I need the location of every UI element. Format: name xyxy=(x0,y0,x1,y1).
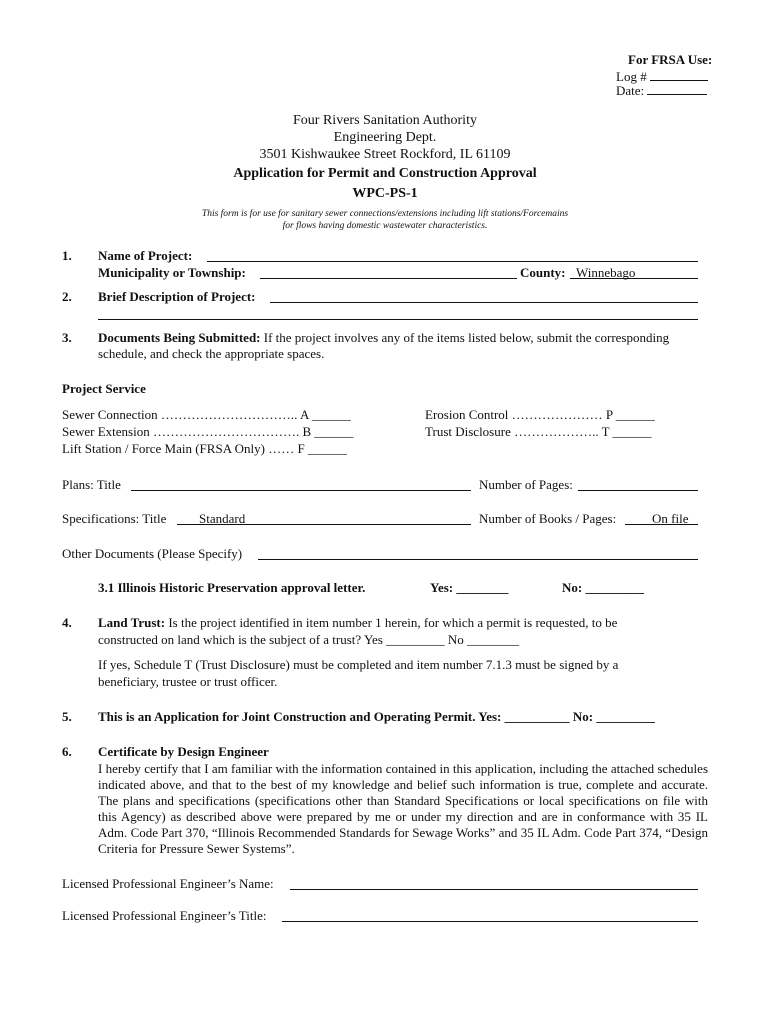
plans-pages-field[interactable] xyxy=(578,489,698,491)
frsa-date-label: Date: xyxy=(616,81,707,99)
description-field-line1[interactable] xyxy=(270,301,698,303)
item4-number: 4. xyxy=(62,615,72,630)
specs-books-label: Number of Books / Pages: xyxy=(479,511,617,526)
certificate-body: I hereby certify that I am familiar with the information contained in this application, including the attached schedules indicated above, and that to the best of my knowledge and belief such information is true, complete and accurate. The plans and specifications (specifications other than Standard Specifications or local specifications on file with this Agency) as described above were prepared by me or under my direction and are in conformance with 35 IL Adm. Code Part 370, “Illinois Recommended Standards for Sewage Works” and 35 IL Adm. Code Part 374, “Design Criteria for Pressure Sewer Systems”. xyxy=(98,761,708,856)
log-number-field[interactable] xyxy=(650,67,708,81)
county-label: County: xyxy=(520,265,566,280)
form-code: WPC-PS-1 xyxy=(352,186,418,201)
joint-permit-question[interactable]: This is an Application for Joint Construction and Operating Permit. Yes: __________ No: _________ xyxy=(98,709,655,724)
municipality-field[interactable] xyxy=(260,277,517,279)
item1-number: 1. xyxy=(62,248,72,263)
specs-title-value: Standard xyxy=(199,511,246,526)
historic-preservation-label: 3.1 Illinois Historic Preservation approval letter. xyxy=(98,580,366,595)
item3-number: 3. xyxy=(62,330,72,345)
log-number-label: Log # xyxy=(616,67,708,85)
org-address: 3501 Kishwaukee Street Rockford, IL 61109 xyxy=(259,147,511,162)
other-docs-field[interactable] xyxy=(258,558,698,560)
form-title: Application for Permit and Construction Approval xyxy=(233,166,537,181)
frsa-date-field[interactable] xyxy=(647,81,707,95)
plans-title-label: Plans: Title xyxy=(62,477,121,492)
service-sewer-connection[interactable]: Sewer Connection ………………………….. A ______ xyxy=(62,407,351,422)
land-trust-line2[interactable]: constructed on land which is the subject of a trust? Yes _________ No ________ xyxy=(98,632,520,647)
item3-text-line1: Documents Being Submitted: If the project involves any of the items listed below, submit the corresponding xyxy=(98,330,670,345)
item2-number: 2. xyxy=(62,289,72,304)
engineer-title-label: Licensed Professional Engineer’s Title: xyxy=(62,908,267,923)
dept-name: Engineering Dept. xyxy=(333,130,437,145)
org-name: Four Rivers Sanitation Authority xyxy=(293,113,477,128)
project-service-heading: Project Service xyxy=(62,381,146,396)
historic-no[interactable]: No: _________ xyxy=(562,580,644,595)
specs-title-label: Specifications: Title xyxy=(62,511,167,526)
service-trust-disclosure[interactable]: Trust Disclosure ……………….. T ______ xyxy=(425,424,652,439)
service-lift-station[interactable]: Lift Station / Force Main (FRSA Only) …… F ______ xyxy=(62,441,347,456)
engineer-title-field[interactable] xyxy=(282,920,698,922)
specs-books-value: On file xyxy=(652,511,689,526)
engineer-name-label: Licensed Professional Engineer’s Name: xyxy=(62,876,274,891)
plans-title-field[interactable] xyxy=(131,489,471,491)
county-value: Winnebago xyxy=(576,265,636,280)
historic-yes[interactable]: Yes: ________ xyxy=(430,580,509,595)
certificate-heading: Certificate by Design Engineer xyxy=(98,744,269,759)
description-label: Brief Description of Project: xyxy=(98,289,256,304)
land-trust-line1: Land Trust: Is the project identified in item number 1 herein, for which a permit is requested, to be xyxy=(98,615,618,630)
engineer-name-field[interactable] xyxy=(290,888,698,890)
project-name-field[interactable] xyxy=(207,260,698,262)
land-trust-line4: beneficiary, trustee or trust officer. xyxy=(98,674,278,689)
form-note-line1: This form is for use for sanitary sewer connections/extensions including lift stations/Forcemains xyxy=(201,209,569,219)
frsa-use-title: For FRSA Use: xyxy=(628,52,713,67)
form-note-line2: for flows having domestic wastewater characteristics. xyxy=(282,221,488,231)
land-trust-line3: If yes, Schedule T (Trust Disclosure) must be completed and item number 7.1.3 must be signed by a xyxy=(98,657,619,672)
item3-text-line2: schedule, and check the appropriate spaces. xyxy=(98,346,325,361)
description-field-line2[interactable] xyxy=(98,318,698,320)
item6-number: 6. xyxy=(62,744,72,759)
other-docs-label: Other Documents (Please Specify) xyxy=(62,546,243,561)
municipality-label: Municipality or Township: xyxy=(98,265,246,280)
plans-pages-label: Number of Pages: xyxy=(479,477,573,492)
item5-number: 5. xyxy=(62,709,72,724)
project-name-label: Name of Project: xyxy=(98,248,193,263)
service-erosion-control[interactable]: Erosion Control ………………… P ______ xyxy=(425,407,655,422)
service-sewer-extension[interactable]: Sewer Extension ……………………………. B ______ xyxy=(62,424,354,439)
